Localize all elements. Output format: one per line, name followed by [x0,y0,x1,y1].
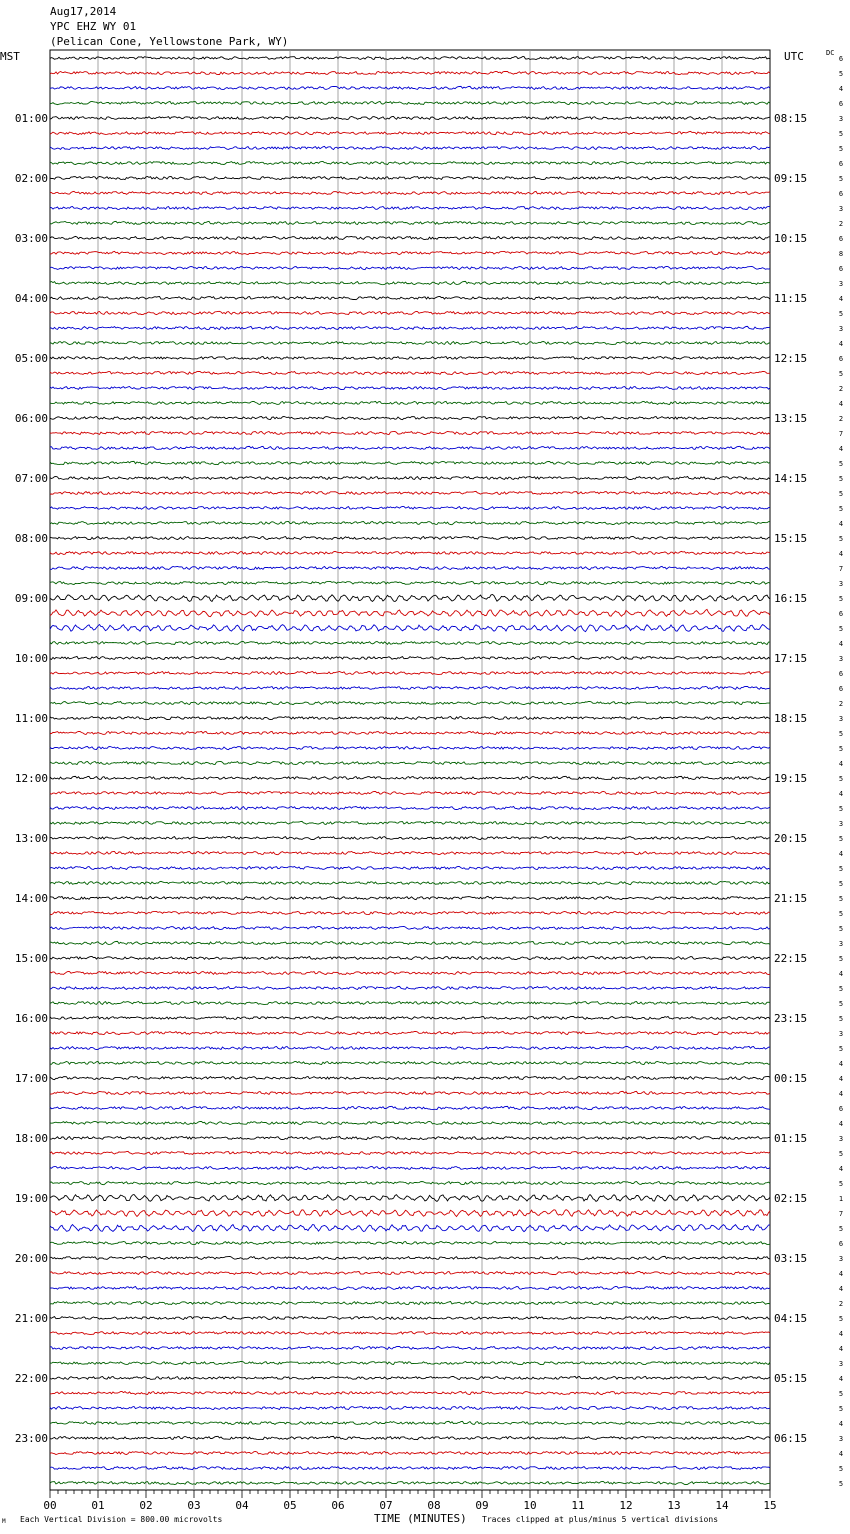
dc-offset-value: 6 [838,670,844,678]
right-hour-label: 13:15 [774,412,808,425]
dc-offset-value: 4 [838,340,844,348]
dc-offset-value: 4 [838,1375,844,1383]
seismic-trace [50,191,770,194]
seismic-trace [50,101,770,104]
right-hour-label: 21:15 [774,892,808,905]
seismic-trace [50,477,770,480]
dc-offset-value: 2 [838,385,844,393]
dc-offset-value: 8 [838,250,844,258]
left-timezone-label: MST [0,50,20,63]
seismic-trace [50,1121,770,1124]
dc-offset-value: 4 [838,1270,844,1278]
right-hour-label: 02:15 [774,1192,808,1205]
seismic-trace [50,551,770,554]
dc-offset-value: 6 [838,1105,844,1113]
right-hour-label: 22:15 [774,952,808,965]
dc-offset-value: 6 [838,235,844,243]
right-hour-label: 10:15 [774,232,808,245]
left-hour-label: 18:00 [14,1132,48,1145]
dc-offset-value: 3 [838,205,844,213]
seismic-trace [50,1272,770,1275]
seismic-trace [50,1091,770,1094]
seismic-trace [50,1106,770,1109]
left-hour-label: 04:00 [14,292,48,305]
dc-offset-value: 4 [838,790,844,798]
seismic-trace [50,1407,770,1410]
seismic-trace [50,702,770,705]
seismic-trace [50,986,770,989]
dc-offset-value: 1 [838,1195,844,1203]
seismic-trace [50,1195,770,1202]
x-tick-label: 10 [523,1499,537,1512]
seismic-trace [50,1016,770,1019]
dc-offset-value: 5 [838,175,844,183]
dc-offset-value: 5 [838,70,844,78]
dc-offset-value: 4 [838,1420,844,1428]
seismic-trace [50,71,770,74]
seismic-trace [50,731,770,734]
right-hour-label: 15:15 [774,532,808,545]
dc-offset-value: 5 [838,460,844,468]
dc-offset-value: 5 [838,985,844,993]
dc-offset-value: 7 [838,565,844,573]
seismic-trace [50,821,770,824]
left-hour-label: 09:00 [14,592,48,605]
seismic-trace [50,131,770,134]
dc-offset-value: 5 [838,130,844,138]
seismic-trace [50,1242,770,1245]
dc-offset-value: 5 [838,865,844,873]
left-hour-label: 06:00 [14,412,48,425]
dc-offset-value: 5 [838,775,844,783]
dc-offset-value: 5 [838,955,844,963]
left-hour-label: 17:00 [14,1072,48,1085]
dc-offset-value: 6 [838,610,844,618]
dc-offset-value: 5 [838,625,844,633]
x-tick-label: 04 [235,1499,249,1512]
dc-offset-value: 5 [838,1225,844,1233]
seismic-trace [50,1332,770,1335]
dc-offset-value: 3 [838,655,844,663]
dc-offset-value: 4 [838,1165,844,1173]
left-hour-label: 08:00 [14,532,48,545]
dc-offset-value: 5 [838,925,844,933]
station-location: (Pelican Cone, Yellowstone Park, WY) [50,35,289,48]
x-tick-label: 06 [331,1499,345,1512]
dc-offset-value: 3 [838,1360,844,1368]
seismic-trace [50,342,770,345]
dc-offset-value: 4 [838,970,844,978]
seismic-trace [50,311,770,314]
dc-offset-value: 4 [838,400,844,408]
dc-offset-value: 5 [838,805,844,813]
dc-offset-value: 5 [838,835,844,843]
seismic-trace [50,417,770,420]
left-hour-label: 03:00 [14,232,48,245]
seismic-trace [50,566,770,569]
seismic-trace [50,762,770,765]
dc-offset-value: 3 [838,580,844,588]
seismic-trace [50,446,770,449]
seismic-trace [50,177,770,180]
dc-offset-value: 6 [838,55,844,63]
dc-offset-value: 4 [838,760,844,768]
seismic-trace [50,717,770,720]
right-hour-label: 17:15 [774,652,808,665]
left-hour-label: 16:00 [14,1012,48,1025]
corner-mark: M [2,1518,6,1525]
x-tick-label: 15 [763,1499,777,1512]
seismic-trace [50,1436,770,1439]
dc-offset-value: 7 [838,1210,844,1218]
right-hour-label: 03:15 [774,1252,808,1265]
seismic-trace [50,656,770,659]
seismic-trace [50,1346,770,1349]
left-hour-label: 02:00 [14,172,48,185]
dc-offset-value: 6 [838,355,844,363]
x-tick-label: 13 [667,1499,681,1512]
dc-offset-value: 4 [838,1450,844,1458]
dc-offset-value: 5 [838,910,844,918]
plot-frame [50,50,770,1490]
seismic-trace [50,1225,770,1232]
seismic-trace [50,266,770,269]
seismic-trace [50,791,770,794]
dc-offset-value: 7 [838,430,844,438]
left-hour-label: 10:00 [14,652,48,665]
dc-offset-value: 2 [838,1300,844,1308]
x-tick-label: 01 [91,1499,105,1512]
seismic-trace [50,837,770,840]
seismic-trace [50,522,770,525]
station-channel: YPC EHZ WY 01 [50,20,137,33]
seismic-trace [50,1137,770,1140]
right-hour-label: 11:15 [774,292,808,305]
dc-offset-value: 5 [838,310,844,318]
dc-offset-value: 5 [838,490,844,498]
seismic-trace [50,281,770,284]
seismic-trace [50,86,770,89]
dc-offset-value: 3 [838,715,844,723]
dc-offset-value: 4 [838,445,844,453]
seismic-trace [50,1376,770,1379]
seismic-trace [50,1151,770,1154]
seismic-trace [50,1077,770,1080]
seismic-trace [50,956,770,959]
dc-offset-value: 6 [838,100,844,108]
seismic-trace [50,387,770,390]
seismic-trace [50,642,770,645]
seismic-trace [50,1167,770,1170]
seismic-trace [50,57,770,60]
seismic-trace [50,867,770,870]
right-hour-label: 05:15 [774,1372,808,1385]
dc-offset-value: 5 [838,475,844,483]
seismic-trace [50,1256,770,1259]
seismic-trace [50,1362,770,1365]
dc-offset-value: 3 [838,1030,844,1038]
seismic-trace [50,236,770,239]
seismic-trace [50,609,770,616]
dc-offset-value: 4 [838,850,844,858]
seismic-trace [50,537,770,540]
seismic-trace [50,432,770,435]
dc-offset-value: 2 [838,700,844,708]
left-hour-label: 23:00 [14,1432,48,1445]
seismic-trace [50,1002,770,1005]
dc-offset-value: 3 [838,280,844,288]
left-hour-label: 11:00 [14,712,48,725]
seismic-trace [50,1392,770,1395]
right-hour-label: 20:15 [774,832,808,845]
x-axis-title: TIME (MINUTES) [374,1512,467,1525]
seismic-trace [50,1032,770,1035]
dc-offset-value: 2 [838,415,844,423]
dc-offset-value: 3 [838,325,844,333]
dc-offset-value: 5 [838,1405,844,1413]
left-hour-label: 19:00 [14,1192,48,1205]
dc-offset-value: 5 [838,1000,844,1008]
left-hour-label: 13:00 [14,832,48,845]
seismic-trace [50,582,770,585]
seismic-trace [50,371,770,374]
dc-offset-header: DC [826,49,835,57]
x-tick-label: 05 [283,1499,297,1512]
dc-offset-value: 6 [838,190,844,198]
plot-header [50,4,288,49]
right-hour-label: 08:15 [774,112,808,125]
clip-note: Traces clipped at plus/minus 5 vertical divisions [482,1515,719,1524]
dc-offset-value: 3 [838,115,844,123]
x-tick-label: 14 [715,1499,729,1512]
dc-offset-value: 4 [838,85,844,93]
seismic-trace [50,1316,770,1319]
dc-offset-value: 4 [838,1075,844,1083]
dc-offset-value: 4 [838,1090,844,1098]
seismic-trace [50,507,770,510]
x-tick-label: 12 [619,1499,633,1512]
dc-offset-value: 3 [838,820,844,828]
dc-offset-value: 5 [838,1390,844,1398]
seismic-trace [50,1421,770,1424]
dc-offset-value: 2 [838,220,844,228]
seismic-trace [50,926,770,929]
dc-offset-value: 6 [838,685,844,693]
left-hour-label: 05:00 [14,352,48,365]
dc-offset-value: 5 [838,595,844,603]
right-timezone-label: UTC [784,50,804,63]
x-tick-label: 11 [571,1499,585,1512]
x-tick-label: 07 [379,1499,393,1512]
dc-offset-value: 4 [838,1285,844,1293]
x-tick-label: 02 [139,1499,153,1512]
vertical-scale-note: Each Vertical Division = 800.00 microvolts [20,1515,223,1524]
seismic-trace [50,1061,770,1064]
seismic-trace [50,625,770,632]
seismic-trace [50,221,770,224]
seismic-trace [50,1210,770,1217]
seismic-trace [50,251,770,254]
x-tick-label: 03 [187,1499,201,1512]
seismic-trace [50,776,770,779]
seismic-trace [50,1301,770,1304]
dc-offset-value: 4 [838,520,844,528]
dc-offset-value: 5 [838,145,844,153]
dc-offset-value: 5 [838,1480,844,1488]
seismic-trace [50,941,770,944]
dc-offset-value: 3 [838,1135,844,1143]
seismic-trace [50,1466,770,1469]
right-hour-label: 00:15 [774,1072,808,1085]
recording-date: Aug17,2014 [50,5,117,18]
left-hour-label: 21:00 [14,1312,48,1325]
seismic-trace [50,461,770,464]
right-hour-label: 18:15 [774,712,808,725]
left-hour-label: 07:00 [14,472,48,485]
seismic-trace [50,146,770,149]
right-hour-label: 16:15 [774,592,808,605]
right-hour-label: 09:15 [774,172,808,185]
right-hour-label: 01:15 [774,1132,808,1145]
dc-offset-value: 5 [838,895,844,903]
dc-offset-value: 5 [838,1315,844,1323]
seismic-trace [50,326,770,329]
seismic-trace [50,207,770,210]
dc-offset-value: 3 [838,1435,844,1443]
seismic-trace [50,807,770,810]
seismic-trace [50,162,770,165]
seismic-trace [50,971,770,974]
dc-offset-value: 5 [838,1015,844,1023]
seismic-trace [50,595,770,602]
dc-offset-value: 5 [838,505,844,513]
right-hour-label: 19:15 [774,772,808,785]
dc-offset-value: 4 [838,640,844,648]
dc-offset-value: 5 [838,880,844,888]
right-hour-label: 04:15 [774,1312,808,1325]
left-hour-label: 15:00 [14,952,48,965]
dc-offset-value: 5 [838,1045,844,1053]
dc-offset-value: 5 [838,730,844,738]
dc-offset-value: 4 [838,550,844,558]
dc-offset-value: 5 [838,370,844,378]
x-tick-label: 08 [427,1499,441,1512]
dc-offset-value: 6 [838,265,844,273]
dc-offset-value: 5 [838,1180,844,1188]
left-hour-label: 01:00 [14,112,48,125]
seismic-trace [50,117,770,120]
left-hour-label: 12:00 [14,772,48,785]
seismic-trace [50,1286,770,1289]
dc-offset-value: 4 [838,295,844,303]
dc-offset-value: 3 [838,940,844,948]
right-hour-label: 14:15 [774,472,808,485]
seismic-trace [50,912,770,915]
right-hour-label: 23:15 [774,1012,808,1025]
x-tick-label: 00 [43,1499,57,1512]
seismic-trace [50,1046,770,1049]
dc-offset-value: 5 [838,745,844,753]
seismic-trace [50,1452,770,1455]
dc-offset-value: 5 [838,1465,844,1473]
seismic-trace [50,672,770,675]
right-hour-label: 12:15 [774,352,808,365]
seismic-trace [50,1482,770,1485]
seismic-trace [50,686,770,689]
dc-offset-value: 6 [838,1240,844,1248]
dc-offset-value: 4 [838,1330,844,1338]
seismic-trace [50,747,770,750]
dc-offset-value: 4 [838,1120,844,1128]
dc-offset-value: 5 [838,1150,844,1158]
seismic-trace [50,896,770,899]
left-hour-label: 20:00 [14,1252,48,1265]
seismic-trace [50,357,770,360]
seismic-trace [50,881,770,884]
dc-offset-value: 4 [838,1345,844,1353]
dc-offset-value: 3 [838,1255,844,1263]
left-hour-label: 22:00 [14,1372,48,1385]
seismic-trace [50,401,770,404]
seismic-trace [50,491,770,494]
dc-offset-value: 5 [838,535,844,543]
left-hour-label: 14:00 [14,892,48,905]
right-hour-label: 06:15 [774,1432,808,1445]
seismic-trace [50,852,770,855]
x-tick-label: 09 [475,1499,489,1512]
seismic-trace [50,297,770,300]
dc-offset-value: 4 [838,1060,844,1068]
seismic-trace [50,1182,770,1185]
dc-offset-value: 6 [838,160,844,168]
